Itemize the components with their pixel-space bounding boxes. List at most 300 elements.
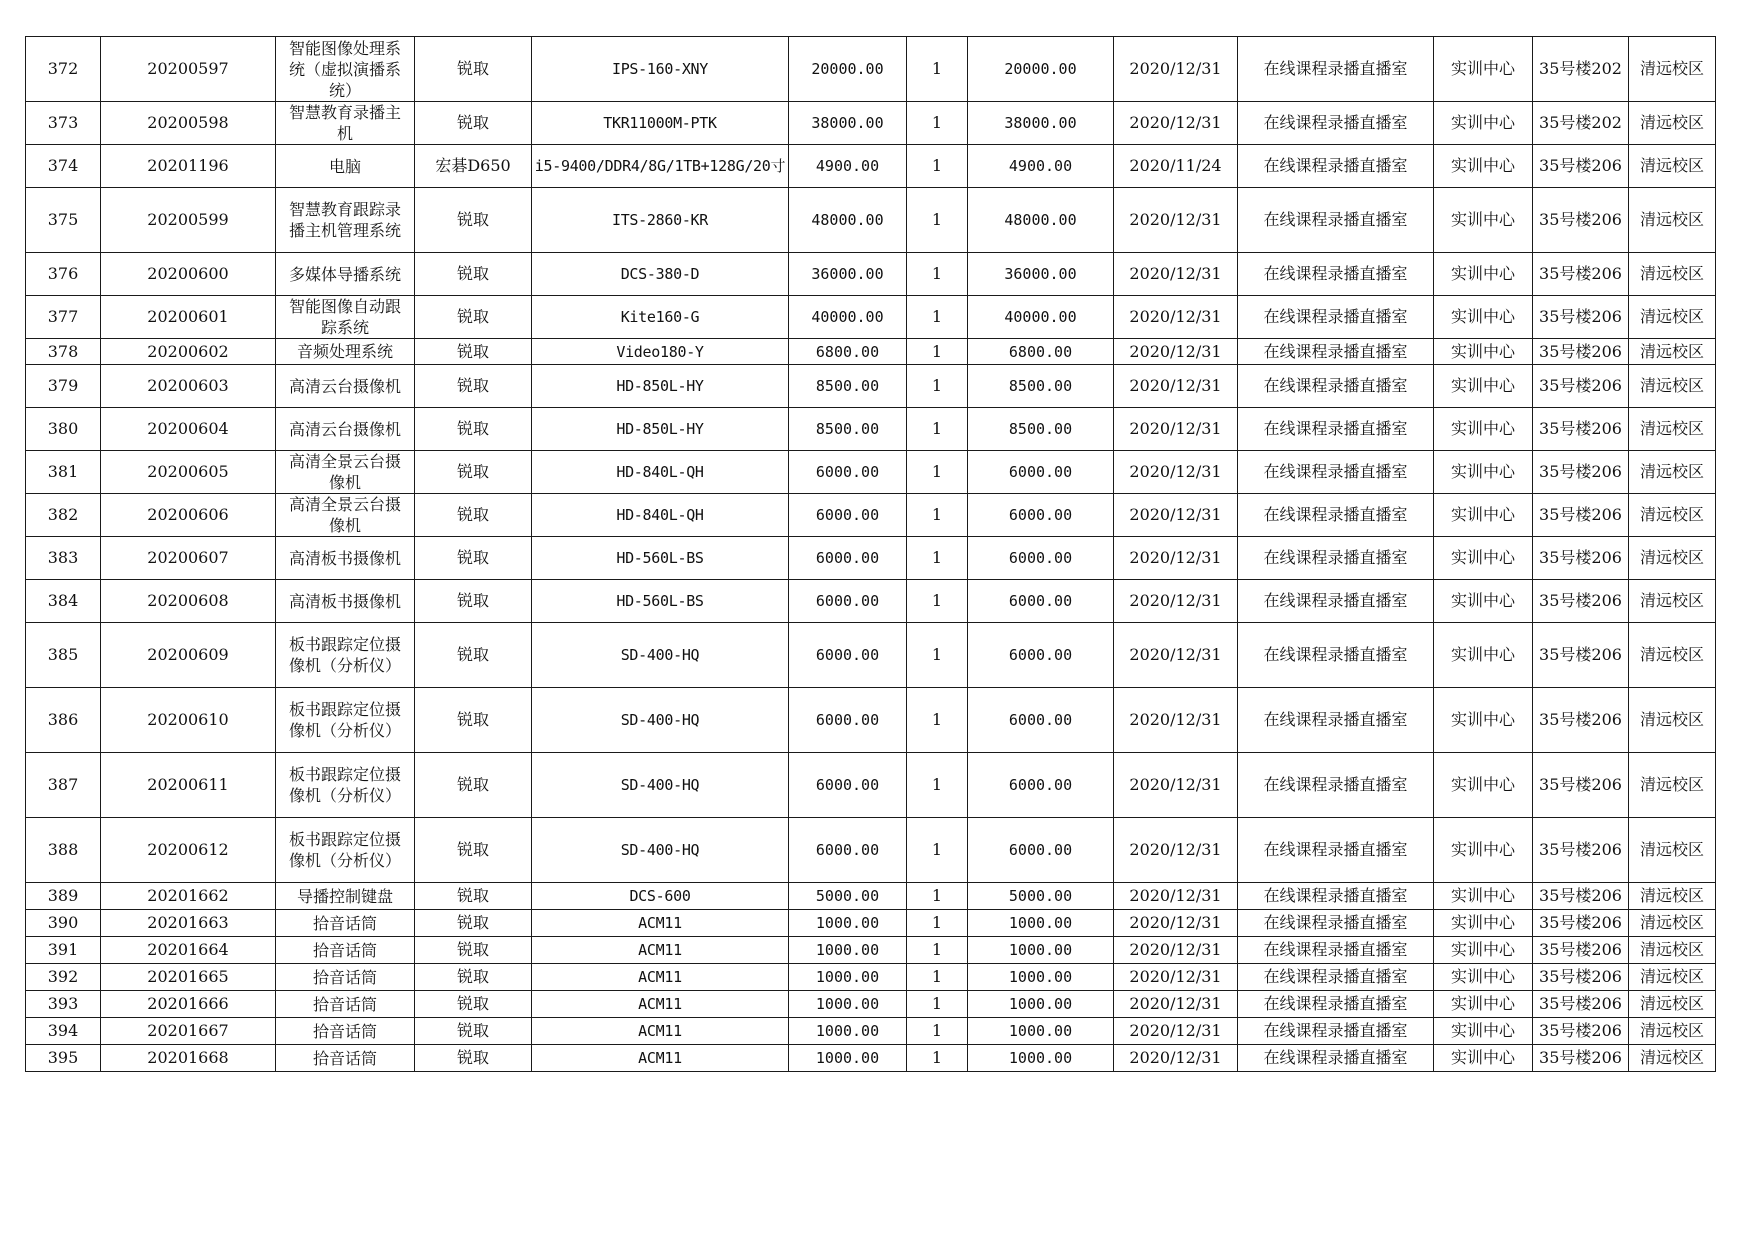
amount-cell: 6000.00 — [968, 451, 1114, 494]
room-cell: 在线课程录播直播室 — [1238, 253, 1434, 296]
quantity-cell: 1 — [907, 1018, 968, 1045]
brand-cell: 锐取 — [415, 818, 532, 883]
seq-cell: 383 — [26, 537, 101, 580]
unit-price-cell: 6000.00 — [789, 818, 907, 883]
date-cell: 2020/12/31 — [1114, 339, 1238, 365]
location-cell: 35号楼206 — [1533, 296, 1629, 339]
amount-cell: 6000.00 — [968, 623, 1114, 688]
campus-cell: 清远校区 — [1629, 580, 1716, 623]
campus-cell: 清远校区 — [1629, 883, 1716, 910]
asset-name-cell: 高清云台摄像机 — [276, 408, 415, 451]
campus-cell: 清远校区 — [1629, 296, 1716, 339]
campus-cell: 清远校区 — [1629, 1045, 1716, 1072]
campus-cell: 清远校区 — [1629, 365, 1716, 408]
campus-cell: 清远校区 — [1629, 937, 1716, 964]
department-cell: 实训中心 — [1434, 339, 1533, 365]
amount-cell: 6000.00 — [968, 818, 1114, 883]
model-cell: ACM11 — [532, 1018, 789, 1045]
asset-code-cell: 20200606 — [101, 494, 276, 537]
model-cell: HD-850L-HY — [532, 408, 789, 451]
location-cell: 35号楼206 — [1533, 818, 1629, 883]
date-cell: 2020/12/31 — [1114, 688, 1238, 753]
room-cell: 在线课程录播直播室 — [1238, 188, 1434, 253]
asset-code-cell: 20201668 — [101, 1045, 276, 1072]
model-cell: ACM11 — [532, 910, 789, 937]
room-cell: 在线课程录播直播室 — [1238, 580, 1434, 623]
room-cell: 在线课程录播直播室 — [1238, 494, 1434, 537]
unit-price-cell: 1000.00 — [789, 1018, 907, 1045]
location-cell: 35号楼206 — [1533, 753, 1629, 818]
campus-cell: 清远校区 — [1629, 623, 1716, 688]
department-cell: 实训中心 — [1434, 623, 1533, 688]
model-cell: ACM11 — [532, 991, 789, 1018]
date-cell: 2020/12/31 — [1114, 494, 1238, 537]
amount-cell: 38000.00 — [968, 102, 1114, 145]
room-cell: 在线课程录播直播室 — [1238, 37, 1434, 102]
asset-name-cell: 智慧教育跟踪录播主机管理系统 — [276, 188, 415, 253]
asset-name-cell: 高清云台摄像机 — [276, 365, 415, 408]
brand-cell: 锐取 — [415, 753, 532, 818]
asset-code-cell: 20200607 — [101, 537, 276, 580]
room-cell: 在线课程录播直播室 — [1238, 623, 1434, 688]
department-cell: 实训中心 — [1434, 408, 1533, 451]
table-row — [26, 408, 1716, 451]
campus-cell: 清远校区 — [1629, 818, 1716, 883]
seq-cell: 378 — [26, 339, 101, 365]
brand-cell: 锐取 — [415, 688, 532, 753]
location-cell: 35号楼206 — [1533, 253, 1629, 296]
unit-price-cell: 6000.00 — [789, 494, 907, 537]
unit-price-cell: 1000.00 — [789, 1045, 907, 1072]
unit-price-cell: 5000.00 — [789, 883, 907, 910]
room-cell: 在线课程录播直播室 — [1238, 145, 1434, 188]
brand-cell: 锐取 — [415, 451, 532, 494]
brand-cell: 锐取 — [415, 537, 532, 580]
location-cell: 35号楼206 — [1533, 537, 1629, 580]
table-row — [26, 580, 1716, 623]
quantity-cell: 1 — [907, 753, 968, 818]
model-cell: Kite160-G — [532, 296, 789, 339]
campus-cell: 清远校区 — [1629, 964, 1716, 991]
asset-code-cell: 20200601 — [101, 296, 276, 339]
model-cell: SD-400-HQ — [532, 623, 789, 688]
asset-name-cell: 高清板书摄像机 — [276, 537, 415, 580]
location-cell: 35号楼202 — [1533, 102, 1629, 145]
model-cell: i5-9400/DDR4/8G/1TB+128G/20寸 — [532, 145, 789, 188]
quantity-cell: 1 — [907, 991, 968, 1018]
location-cell: 35号楼206 — [1533, 188, 1629, 253]
amount-cell: 1000.00 — [968, 1045, 1114, 1072]
date-cell: 2020/12/31 — [1114, 991, 1238, 1018]
asset-table-body — [26, 37, 1716, 1072]
amount-cell: 6000.00 — [968, 580, 1114, 623]
unit-price-cell: 8500.00 — [789, 365, 907, 408]
amount-cell: 1000.00 — [968, 1018, 1114, 1045]
unit-price-cell: 6000.00 — [789, 753, 907, 818]
quantity-cell: 1 — [907, 451, 968, 494]
model-cell: ITS-2860-KR — [532, 188, 789, 253]
department-cell: 实训中心 — [1434, 188, 1533, 253]
department-cell: 实训中心 — [1434, 910, 1533, 937]
seq-cell: 384 — [26, 580, 101, 623]
model-cell: ACM11 — [532, 937, 789, 964]
department-cell: 实训中心 — [1434, 1018, 1533, 1045]
asset-name-cell: 智能图像处理系统（虚拟演播系统） — [276, 37, 415, 102]
date-cell: 2020/12/31 — [1114, 883, 1238, 910]
seq-cell: 392 — [26, 964, 101, 991]
brand-cell: 锐取 — [415, 1045, 532, 1072]
asset-code-cell: 20200603 — [101, 365, 276, 408]
table-row — [26, 964, 1716, 991]
model-cell: HD-560L-BS — [532, 580, 789, 623]
date-cell: 2020/12/31 — [1114, 937, 1238, 964]
model-cell: HD-840L-QH — [532, 451, 789, 494]
asset-table — [25, 36, 1716, 1072]
quantity-cell: 1 — [907, 408, 968, 451]
location-cell: 35号楼206 — [1533, 339, 1629, 365]
department-cell: 实训中心 — [1434, 37, 1533, 102]
room-cell: 在线课程录播直播室 — [1238, 408, 1434, 451]
model-cell: ACM11 — [532, 964, 789, 991]
unit-price-cell: 6000.00 — [789, 451, 907, 494]
model-cell: DCS-600 — [532, 883, 789, 910]
date-cell: 2020/12/31 — [1114, 623, 1238, 688]
campus-cell: 清远校区 — [1629, 688, 1716, 753]
seq-cell: 387 — [26, 753, 101, 818]
department-cell: 实训中心 — [1434, 991, 1533, 1018]
location-cell: 35号楼202 — [1533, 37, 1629, 102]
department-cell: 实训中心 — [1434, 451, 1533, 494]
asset-name-cell: 板书跟踪定位摄像机（分析仪） — [276, 818, 415, 883]
table-row — [26, 1018, 1716, 1045]
table-row — [26, 937, 1716, 964]
asset-name-cell: 音频处理系统 — [276, 339, 415, 365]
amount-cell: 1000.00 — [968, 991, 1114, 1018]
brand-cell: 锐取 — [415, 1018, 532, 1045]
asset-name-cell: 电脑 — [276, 145, 415, 188]
seq-cell: 376 — [26, 253, 101, 296]
unit-price-cell: 40000.00 — [789, 296, 907, 339]
table-row — [26, 883, 1716, 910]
date-cell: 2020/12/31 — [1114, 408, 1238, 451]
brand-cell: 锐取 — [415, 580, 532, 623]
location-cell: 35号楼206 — [1533, 964, 1629, 991]
asset-code-cell: 20200602 — [101, 339, 276, 365]
asset-code-cell: 20201663 — [101, 910, 276, 937]
date-cell: 2020/12/31 — [1114, 753, 1238, 818]
brand-cell: 锐取 — [415, 188, 532, 253]
seq-cell: 381 — [26, 451, 101, 494]
amount-cell: 4900.00 — [968, 145, 1114, 188]
model-cell: SD-400-HQ — [532, 688, 789, 753]
model-cell: SD-400-HQ — [532, 753, 789, 818]
brand-cell: 锐取 — [415, 296, 532, 339]
seq-cell: 394 — [26, 1018, 101, 1045]
campus-cell: 清远校区 — [1629, 910, 1716, 937]
date-cell: 2020/12/31 — [1114, 910, 1238, 937]
location-cell: 35号楼206 — [1533, 910, 1629, 937]
quantity-cell: 1 — [907, 910, 968, 937]
date-cell: 2020/12/31 — [1114, 964, 1238, 991]
table-row — [26, 102, 1716, 145]
table-row — [26, 623, 1716, 688]
location-cell: 35号楼206 — [1533, 883, 1629, 910]
department-cell: 实训中心 — [1434, 883, 1533, 910]
asset-name-cell: 板书跟踪定位摄像机（分析仪） — [276, 753, 415, 818]
brand-cell: 锐取 — [415, 964, 532, 991]
seq-cell: 390 — [26, 910, 101, 937]
asset-code-cell: 20200604 — [101, 408, 276, 451]
unit-price-cell: 6000.00 — [789, 580, 907, 623]
table-row — [26, 991, 1716, 1018]
asset-name-cell: 板书跟踪定位摄像机（分析仪） — [276, 623, 415, 688]
model-cell: Video180-Y — [532, 339, 789, 365]
location-cell: 35号楼206 — [1533, 623, 1629, 688]
asset-name-cell: 高清全景云台摄像机 — [276, 451, 415, 494]
model-cell: HD-840L-QH — [532, 494, 789, 537]
department-cell: 实训中心 — [1434, 145, 1533, 188]
table-row — [26, 37, 1716, 102]
room-cell: 在线课程录播直播室 — [1238, 451, 1434, 494]
seq-cell: 377 — [26, 296, 101, 339]
model-cell: IPS-160-XNY — [532, 37, 789, 102]
quantity-cell: 1 — [907, 580, 968, 623]
date-cell: 2020/12/31 — [1114, 37, 1238, 102]
asset-code-cell: 20200599 — [101, 188, 276, 253]
asset-name-cell: 板书跟踪定位摄像机（分析仪） — [276, 688, 415, 753]
unit-price-cell: 38000.00 — [789, 102, 907, 145]
unit-price-cell: 1000.00 — [789, 991, 907, 1018]
seq-cell: 391 — [26, 937, 101, 964]
seq-cell: 374 — [26, 145, 101, 188]
asset-code-cell: 20200605 — [101, 451, 276, 494]
table-row — [26, 537, 1716, 580]
amount-cell: 6800.00 — [968, 339, 1114, 365]
table-row — [26, 145, 1716, 188]
seq-cell: 388 — [26, 818, 101, 883]
amount-cell: 8500.00 — [968, 408, 1114, 451]
table-row — [26, 818, 1716, 883]
room-cell: 在线课程录播直播室 — [1238, 1018, 1434, 1045]
asset-name-cell: 拾音话筒 — [276, 1045, 415, 1072]
model-cell: DCS-380-D — [532, 253, 789, 296]
date-cell: 2020/12/31 — [1114, 188, 1238, 253]
table-row — [26, 494, 1716, 537]
campus-cell: 清远校区 — [1629, 37, 1716, 102]
table-row — [26, 296, 1716, 339]
seq-cell: 375 — [26, 188, 101, 253]
quantity-cell: 1 — [907, 296, 968, 339]
amount-cell: 48000.00 — [968, 188, 1114, 253]
asset-code-cell: 20200612 — [101, 818, 276, 883]
room-cell: 在线课程录播直播室 — [1238, 991, 1434, 1018]
unit-price-cell: 6800.00 — [789, 339, 907, 365]
campus-cell: 清远校区 — [1629, 494, 1716, 537]
campus-cell: 清远校区 — [1629, 1018, 1716, 1045]
asset-code-cell: 20200610 — [101, 688, 276, 753]
location-cell: 35号楼206 — [1533, 408, 1629, 451]
quantity-cell: 1 — [907, 102, 968, 145]
location-cell: 35号楼206 — [1533, 937, 1629, 964]
quantity-cell: 1 — [907, 253, 968, 296]
department-cell: 实训中心 — [1434, 580, 1533, 623]
asset-name-cell: 拾音话筒 — [276, 937, 415, 964]
quantity-cell: 1 — [907, 818, 968, 883]
model-cell: SD-400-HQ — [532, 818, 789, 883]
quantity-cell: 1 — [907, 883, 968, 910]
seq-cell: 395 — [26, 1045, 101, 1072]
date-cell: 2020/12/31 — [1114, 1018, 1238, 1045]
asset-name-cell: 高清板书摄像机 — [276, 580, 415, 623]
department-cell: 实训中心 — [1434, 753, 1533, 818]
amount-cell: 36000.00 — [968, 253, 1114, 296]
room-cell: 在线课程录播直播室 — [1238, 1045, 1434, 1072]
date-cell: 2020/12/31 — [1114, 537, 1238, 580]
campus-cell: 清远校区 — [1629, 145, 1716, 188]
unit-price-cell: 1000.00 — [789, 910, 907, 937]
quantity-cell: 1 — [907, 964, 968, 991]
unit-price-cell: 8500.00 — [789, 408, 907, 451]
brand-cell: 锐取 — [415, 339, 532, 365]
model-cell: TKR11000M-PTK — [532, 102, 789, 145]
campus-cell: 清远校区 — [1629, 102, 1716, 145]
asset-name-cell: 智能图像自动跟踪系统 — [276, 296, 415, 339]
unit-price-cell: 6000.00 — [789, 537, 907, 580]
asset-code-cell: 20201196 — [101, 145, 276, 188]
department-cell: 实训中心 — [1434, 537, 1533, 580]
quantity-cell: 1 — [907, 494, 968, 537]
unit-price-cell: 1000.00 — [789, 937, 907, 964]
date-cell: 2020/12/31 — [1114, 365, 1238, 408]
location-cell: 35号楼206 — [1533, 451, 1629, 494]
department-cell: 实训中心 — [1434, 818, 1533, 883]
amount-cell: 40000.00 — [968, 296, 1114, 339]
brand-cell: 锐取 — [415, 253, 532, 296]
room-cell: 在线课程录播直播室 — [1238, 818, 1434, 883]
room-cell: 在线课程录播直播室 — [1238, 937, 1434, 964]
department-cell: 实训中心 — [1434, 253, 1533, 296]
location-cell: 35号楼206 — [1533, 991, 1629, 1018]
quantity-cell: 1 — [907, 145, 968, 188]
room-cell: 在线课程录播直播室 — [1238, 296, 1434, 339]
quantity-cell: 1 — [907, 623, 968, 688]
amount-cell: 8500.00 — [968, 365, 1114, 408]
location-cell: 35号楼206 — [1533, 494, 1629, 537]
brand-cell: 锐取 — [415, 883, 532, 910]
table-row — [26, 253, 1716, 296]
table-row — [26, 1045, 1716, 1072]
amount-cell: 5000.00 — [968, 883, 1114, 910]
asset-name-cell: 拾音话筒 — [276, 964, 415, 991]
unit-price-cell: 6000.00 — [789, 688, 907, 753]
date-cell: 2020/12/31 — [1114, 451, 1238, 494]
quantity-cell: 1 — [907, 188, 968, 253]
amount-cell: 6000.00 — [968, 688, 1114, 753]
campus-cell: 清远校区 — [1629, 537, 1716, 580]
brand-cell: 锐取 — [415, 365, 532, 408]
room-cell: 在线课程录播直播室 — [1238, 688, 1434, 753]
asset-name-cell: 导播控制键盘 — [276, 883, 415, 910]
table-row — [26, 188, 1716, 253]
table-row — [26, 365, 1716, 408]
location-cell: 35号楼206 — [1533, 365, 1629, 408]
quantity-cell: 1 — [907, 537, 968, 580]
quantity-cell: 1 — [907, 1045, 968, 1072]
amount-cell: 1000.00 — [968, 964, 1114, 991]
table-row — [26, 688, 1716, 753]
campus-cell: 清远校区 — [1629, 188, 1716, 253]
brand-cell: 锐取 — [415, 623, 532, 688]
asset-code-cell: 20201667 — [101, 1018, 276, 1045]
asset-code-cell: 20200598 — [101, 102, 276, 145]
model-cell: HD-560L-BS — [532, 537, 789, 580]
asset-name-cell: 智慧教育录播主机 — [276, 102, 415, 145]
campus-cell: 清远校区 — [1629, 253, 1716, 296]
asset-code-cell: 20201664 — [101, 937, 276, 964]
unit-price-cell: 1000.00 — [789, 964, 907, 991]
location-cell: 35号楼206 — [1533, 1018, 1629, 1045]
asset-code-cell: 20201665 — [101, 964, 276, 991]
seq-cell: 389 — [26, 883, 101, 910]
location-cell: 35号楼206 — [1533, 580, 1629, 623]
amount-cell: 20000.00 — [968, 37, 1114, 102]
seq-cell: 380 — [26, 408, 101, 451]
campus-cell: 清远校区 — [1629, 991, 1716, 1018]
department-cell: 实训中心 — [1434, 964, 1533, 991]
date-cell: 2020/12/31 — [1114, 253, 1238, 296]
brand-cell: 锐取 — [415, 494, 532, 537]
brand-cell: 锐取 — [415, 102, 532, 145]
table-row — [26, 910, 1716, 937]
seq-cell: 382 — [26, 494, 101, 537]
unit-price-cell: 6000.00 — [789, 623, 907, 688]
quantity-cell: 1 — [907, 37, 968, 102]
seq-cell: 373 — [26, 102, 101, 145]
date-cell: 2020/12/31 — [1114, 580, 1238, 623]
amount-cell: 6000.00 — [968, 753, 1114, 818]
quantity-cell: 1 — [907, 365, 968, 408]
model-cell: HD-850L-HY — [532, 365, 789, 408]
asset-code-cell: 20200597 — [101, 37, 276, 102]
seq-cell: 379 — [26, 365, 101, 408]
date-cell: 2020/12/31 — [1114, 102, 1238, 145]
asset-name-cell: 拾音话筒 — [276, 910, 415, 937]
unit-price-cell: 36000.00 — [789, 253, 907, 296]
department-cell: 实训中心 — [1434, 296, 1533, 339]
department-cell: 实训中心 — [1434, 937, 1533, 964]
asset-name-cell: 拾音话筒 — [276, 991, 415, 1018]
unit-price-cell: 4900.00 — [789, 145, 907, 188]
date-cell: 2020/12/31 — [1114, 1045, 1238, 1072]
location-cell: 35号楼206 — [1533, 145, 1629, 188]
quantity-cell: 1 — [907, 339, 968, 365]
brand-cell: 锐取 — [415, 37, 532, 102]
room-cell: 在线课程录播直播室 — [1238, 537, 1434, 580]
asset-code-cell: 20200608 — [101, 580, 276, 623]
amount-cell: 1000.00 — [968, 910, 1114, 937]
campus-cell: 清远校区 — [1629, 339, 1716, 365]
asset-code-cell: 20200609 — [101, 623, 276, 688]
room-cell: 在线课程录播直播室 — [1238, 964, 1434, 991]
seq-cell: 372 — [26, 37, 101, 102]
location-cell: 35号楼206 — [1533, 688, 1629, 753]
asset-code-cell: 20200600 — [101, 253, 276, 296]
asset-name-cell: 拾音话筒 — [276, 1018, 415, 1045]
amount-cell: 6000.00 — [968, 494, 1114, 537]
date-cell: 2020/12/31 — [1114, 818, 1238, 883]
unit-price-cell: 20000.00 — [789, 37, 907, 102]
table-row — [26, 753, 1716, 818]
